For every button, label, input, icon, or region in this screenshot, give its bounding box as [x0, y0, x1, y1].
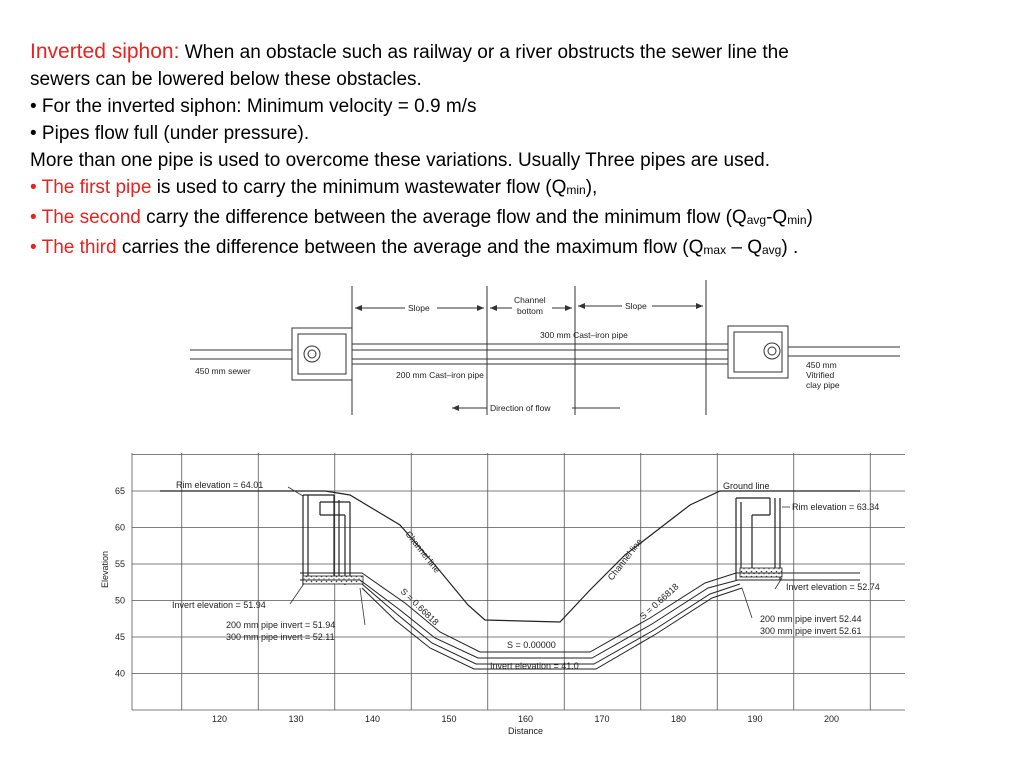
invert-left-label: Invert elevation = 51.94 — [172, 600, 266, 610]
line-more-pipes: More than one pipe is used to overcome these variations. Usually Three pipes are used. — [30, 150, 771, 171]
rim-right-label: Rim elevation = 63.34 — [792, 502, 880, 512]
third-pipe-mid: – Q — [726, 237, 762, 258]
elevation-axis-label: Elevation — [100, 550, 110, 588]
y-tick-label: 65 — [115, 486, 126, 496]
bullet-velocity: • For the inverted siphon: Minimum velocity = 0.9 m/s — [30, 96, 477, 117]
second-pipe-label: • The second — [30, 207, 141, 228]
distance-axis-label: Distance — [508, 726, 544, 736]
invert-bottom-label: Invert elevation = 41.0 — [490, 661, 579, 671]
leader-lines — [288, 487, 790, 628]
text-block — [30, 38, 1010, 264]
arrowhead-5 — [578, 303, 585, 309]
slope-right-label: S = 0.66818 — [637, 581, 681, 622]
title: Inverted siphon: — [30, 40, 180, 63]
plan-vitrified-label-2: Vitrified — [806, 370, 835, 380]
manhole-right-pipe — [764, 343, 780, 359]
first-pipe-label: • The first pipe — [30, 177, 152, 198]
arrowhead-4 — [565, 305, 572, 311]
intro-line-1 — [30, 38, 1010, 66]
profile-view — [100, 453, 905, 736]
bullet-first-pipe — [30, 174, 1010, 204]
arrowhead-flow — [452, 405, 459, 411]
manhole-right-pipe-inner — [768, 347, 776, 355]
pipe300-right-label: 300 mm pipe invert 52.61 — [760, 626, 862, 636]
intro-text: When an obstacle such as railway or a river obstructs the sewer line the — [179, 42, 789, 63]
invert-right-label: Invert elevation = 52.74 — [786, 582, 880, 592]
slope-left-label: S = 0.66818 — [398, 586, 441, 628]
x-tick-label: 130 — [288, 714, 304, 724]
second-pipe-text: carry the difference between the average flow and the minimum flow (Q — [140, 207, 747, 228]
sub-min-2: min — [787, 213, 807, 227]
first-pipe-text: is used to carry the minimum wastewater flow (Q — [151, 177, 567, 198]
x-tick-labels — [212, 714, 839, 724]
first-pipe-end: ), — [585, 177, 598, 198]
y-tick-labels — [115, 486, 125, 679]
plan-arrowheads — [355, 303, 703, 411]
channel-right-label: Channel line — [605, 536, 645, 583]
y-tick-label: 40 — [115, 668, 126, 679]
x-tick-label: 190 — [747, 714, 763, 724]
sub-avg-2: avg — [762, 243, 782, 257]
pipe200-left-label: 200 mm pipe invert = 51.94 — [226, 620, 336, 630]
plan-pipe-200-label: 200 mm Cast–iron pipe — [396, 370, 484, 380]
plan-vitrified-label-1: 450 mm — [806, 360, 837, 370]
third-pipe-end: ) . — [781, 237, 799, 258]
arrowhead-6 — [696, 303, 703, 309]
arrowhead-1 — [355, 305, 362, 311]
plan-vitrified-label-3: clay pipe — [806, 380, 840, 390]
plan-slope-left-label: Slope — [408, 303, 430, 313]
arrowhead-3 — [490, 305, 497, 311]
rim-left-label: Rim elevation = 64.01 — [176, 480, 264, 490]
x-tick-label: 120 — [212, 714, 228, 724]
manhole-left-pipe-inner — [308, 350, 316, 358]
left-manhole — [303, 495, 350, 585]
second-pipe-mid: -Q — [766, 207, 788, 228]
plan-channel-label-2: bottom — [517, 306, 543, 316]
pipe200-right-label: 200 mm pipe invert 52.44 — [760, 614, 862, 624]
sub-avg: avg — [746, 213, 767, 227]
y-tick-label: 45 — [115, 632, 126, 642]
x-tick-label: 150 — [441, 714, 457, 724]
third-pipe-label: • The third — [30, 237, 117, 258]
intro-line-2: sewers can be lowered below these obstacles. — [30, 69, 422, 90]
bullet-second-pipe — [30, 204, 1010, 234]
y-tick-label: 55 — [115, 559, 126, 569]
plan-channel-label-1: Channel — [514, 295, 546, 305]
y-tick-label: 50 — [115, 595, 126, 606]
pipe300-left-label: 300 mm pipe invert = 52.11 — [226, 632, 335, 642]
y-tick-label: 60 — [115, 522, 126, 533]
x-tick-label: 160 — [518, 714, 534, 724]
plan-pipe-300-label: 300 mm Cast–iron pipe — [540, 330, 628, 340]
sub-max: max — [703, 243, 727, 257]
second-pipe-end: ) — [806, 207, 813, 228]
manhole-right-inner — [734, 332, 782, 372]
plan-flow-label: Direction of flow — [490, 403, 551, 413]
bullet-pressure: • Pipes flow full (under pressure). — [30, 123, 310, 144]
arrowhead-2 — [477, 305, 484, 311]
sub-min: min — [566, 183, 586, 197]
ground-line-label: Ground line — [723, 481, 770, 491]
plan-sewer-450-label: 450 mm sewer — [195, 366, 251, 376]
manhole-left-inner — [298, 334, 346, 374]
siphon-drawing — [0, 270, 1024, 768]
manhole-left-outer — [292, 328, 352, 380]
channel-left-label: Channel line — [403, 529, 443, 575]
x-tick-label: 200 — [824, 714, 840, 724]
third-pipe-text: carries the difference between the average and the maximum flow (Q — [116, 237, 704, 258]
slope-bottom-label: S = 0.00000 — [507, 640, 556, 650]
plan-slope-right-label: Slope — [625, 301, 647, 311]
manhole-left-pipe — [304, 346, 320, 362]
manhole-right-outer — [728, 326, 788, 378]
x-tick-label: 180 — [671, 714, 687, 724]
x-tick-label: 170 — [594, 714, 610, 724]
bullet-third-pipe — [30, 234, 1010, 264]
x-tick-label: 140 — [365, 714, 381, 724]
